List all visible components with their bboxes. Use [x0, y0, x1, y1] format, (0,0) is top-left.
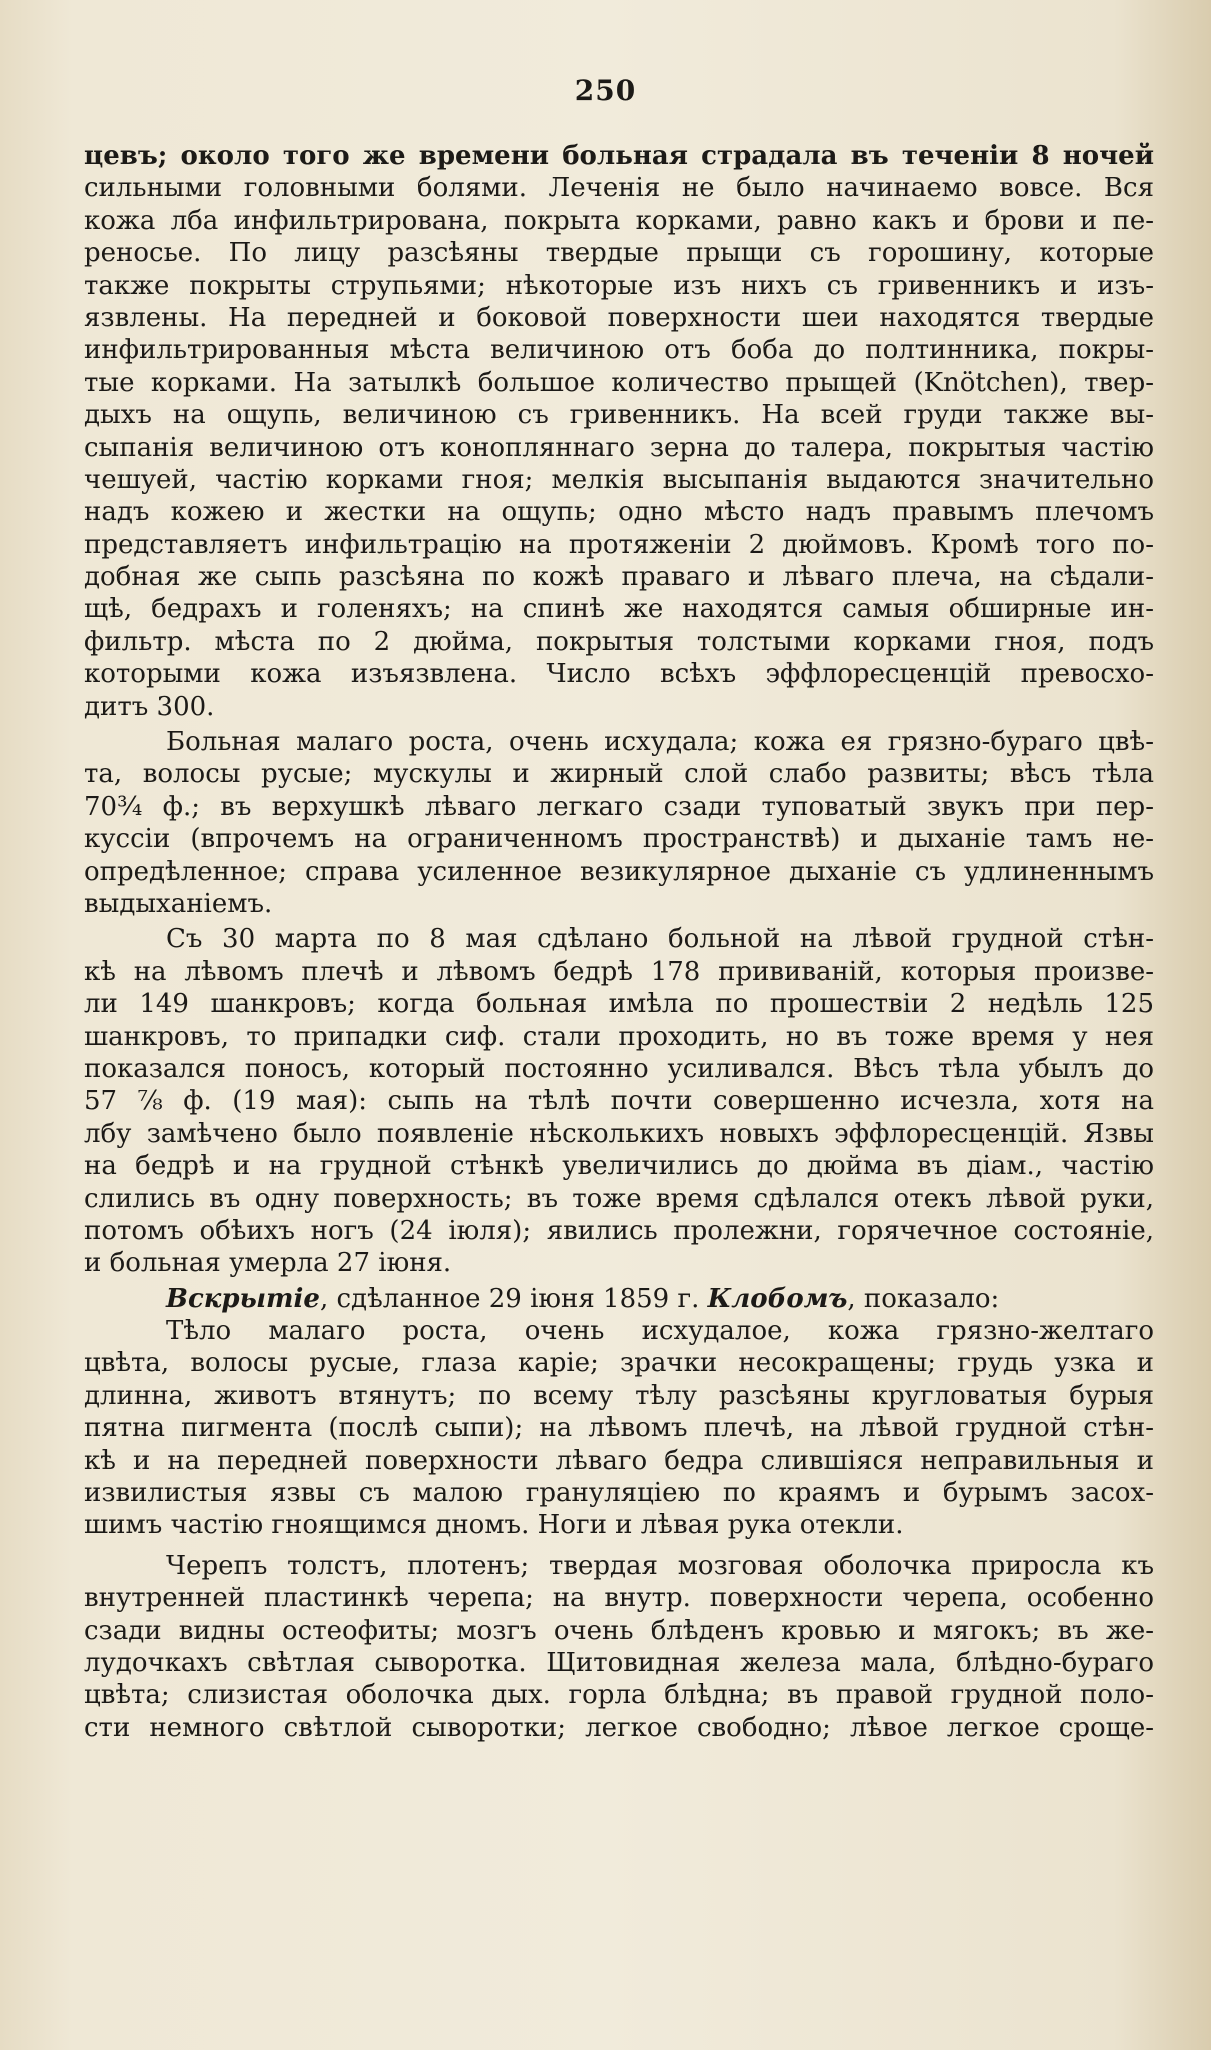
- text-line: фильтр. мѣста по 2 дюйма, покрытыя толстыми корками гноя, подъ: [84, 626, 1154, 657]
- text-line: кѣ и на передней поверхности лѣваго бедра слившіяся неправильныя и: [84, 1445, 1154, 1476]
- page-text: [84, 140, 1154, 1744]
- text-line: слились въ одну поверхность; въ тоже время сдѣлался отекъ лѣвой руки,: [84, 1183, 1154, 1214]
- text-line: также покрыты струпьями; нѣкоторые изъ нихъ съ гривенникъ и изъ-: [84, 270, 1154, 301]
- text-line: кѣ на лѣвомъ плечѣ и лѣвомъ бедрѣ 178 прививаній, которыя произве-: [84, 956, 1154, 987]
- text-line: ли 149 шанкровъ; когда больная имѣла по прошествіи 2 недѣль 125: [84, 989, 1154, 1020]
- text-line: Черепъ толстъ, плотенъ; твердая мозговая оболочка приросла къ: [166, 1550, 1154, 1581]
- autopsy-date: , сдѣланное 29 іюня 1859 г.: [319, 1283, 708, 1314]
- text-line: извилистыя язвы съ малою грануляціею по краямъ и бурымъ засох-: [84, 1478, 1154, 1509]
- autopsy-author: Клобомъ: [707, 1283, 848, 1314]
- text-line: представляетъ инфильтрацію на протяженіи 2 дюймовъ. Кромѣ того по-: [84, 529, 1154, 560]
- text-line: лбу замѣчено было появленіе нѣсколькихъ новыхъ эффлоресценцій. Язвы: [84, 1118, 1154, 1149]
- text-line: тые корками. На затылкѣ большое количество прыщей (Knötchen), твер-: [84, 367, 1154, 398]
- text-line: та, волосы русые; мускулы и жирный слой слабо развиты; вѣсъ тѣла: [84, 759, 1154, 790]
- text-line: пятна пигмента (послѣ сыпи); на лѣвомъ плечѣ, на лѣвой грудной стѣн-: [84, 1413, 1154, 1444]
- text-line: 70¾ ф.; въ верхушкѣ лѣваго легкаго сзади туповатый звукъ при пер-: [84, 791, 1154, 822]
- text-line: 57 ⅞ ф. (19 мая): сыпь на тѣлѣ почти совершенно исчезла, хотя на: [84, 1086, 1154, 1117]
- text-line: инфильтрированныя мѣста величиною отъ боба до полтинника, покры-: [84, 335, 1154, 366]
- text-line: Больная малаго роста, очень исхудала; кожа ея грязно-бураго цвѣ-: [166, 727, 1154, 758]
- text-line: потомъ обѣихъ ногъ (24 іюля); явились пролежни, горячечное состояніе,: [84, 1215, 1154, 1246]
- text-line: сти немного свѣтлой сыворотки; легкое свободно; лѣвое легкое сроще-: [84, 1712, 1154, 1743]
- text-line: чешуей, частію корками гноя; мелкія высыпанія выдаются значительно: [84, 464, 1154, 495]
- autopsy-term: Вскрытіе: [166, 1283, 320, 1314]
- text-line: щѣ, бедрахъ и голеняхъ; на спинѣ же находятся самыя обширные ин-: [84, 594, 1154, 625]
- text-line: реносье. По лицу разсѣяны твердые прыщи съ горошину, которые: [84, 238, 1154, 269]
- text-line: цвѣта; слизистая оболочка дых. горла блѣдна; въ правой грудной поло-: [84, 1680, 1154, 1711]
- text-line: цвѣта, волосы русые, глаза каріе; зрачки несокращены; грудь узка и: [84, 1348, 1154, 1379]
- text-line: и больная умерла 27 іюня.: [84, 1248, 452, 1279]
- text-line: Tѣло малаго роста, очень исхудалое, кожа грязно-желтаго: [166, 1316, 1154, 1347]
- text-line: на бедрѣ и на грудной стѣнкѣ увеличились до дюйма въ діам., частію: [84, 1151, 1154, 1182]
- text-line: длинна, животъ втянутъ; по всему тѣлу разсѣяны кругловатыя бурыя: [84, 1380, 1154, 1411]
- text-line: выдыханіемъ.: [84, 888, 273, 919]
- text-line: лудочкахъ свѣтлая сыворотка. Щитовидная железа мала, блѣдно-бураго: [84, 1647, 1154, 1678]
- text-line: шимъ частію гноящимся дномъ. Ноги и лѣвая рука отекли.: [84, 1510, 904, 1541]
- page-number: 250: [574, 74, 637, 107]
- text-line: показался поносъ, который постоянно усиливался. Вѣсъ тѣла убылъ до: [84, 1053, 1154, 1084]
- autopsy-line: [84, 1283, 1154, 1315]
- text-line: цевъ; около того же времени больная страдала въ теченіи 8 ночей: [84, 141, 1154, 171]
- text-line: куссіи (впрочемъ на ограниченномъ пространствѣ) и дыханіе тамъ не-: [84, 824, 1154, 855]
- text-line: язвлены. На передней и боковой поверхности шеи находятся твердые: [84, 302, 1154, 333]
- text-line: внутренней пластинкѣ черепа; на внутр. поверхности черепа, особенно: [84, 1583, 1154, 1614]
- text-line: дитъ 300.: [84, 691, 215, 722]
- text-line: которыми кожа изъязвлена. Число всѣхъ эффлоресценцій превосхо-: [84, 659, 1154, 690]
- text-line: опредѣленное; справа усиленное везикулярное дыханіе съ удлиненнымъ: [84, 856, 1154, 887]
- autopsy-end: , показало:: [847, 1283, 1000, 1314]
- text-line: сзади видны остеофиты; мозгъ очень блѣденъ кровью и мягокъ; въ же-: [84, 1615, 1154, 1646]
- text-line: добная же сыпь разсѣяна по кожѣ праваго и лѣваго плеча, на сѣдали-: [84, 562, 1154, 593]
- text-line: Съ 30 марта по 8 мая сдѣлано больной на лѣвой грудной стѣн-: [166, 924, 1154, 955]
- text-line: дыхъ на ощупь, величиною съ гривенникъ. На всей груди также вы-: [84, 400, 1154, 431]
- text-line: сильными головными болями. Леченія не было начинаемо вовсе. Вся: [84, 173, 1154, 204]
- text-line: кожа лба инфильтрирована, покрыта корками, равно какъ и брови и пе-: [84, 205, 1154, 236]
- text-line: шанкровъ, то припадки сиф. стали проходить, но въ тоже время у нея: [84, 1021, 1154, 1052]
- text-line: надъ кожею и жестки на ощупь; одно мѣсто надъ правымъ плечомъ: [84, 497, 1154, 528]
- text-line: сыпанія величиною отъ конопляннаго зерна до талера, покрытыя частію: [84, 432, 1154, 463]
